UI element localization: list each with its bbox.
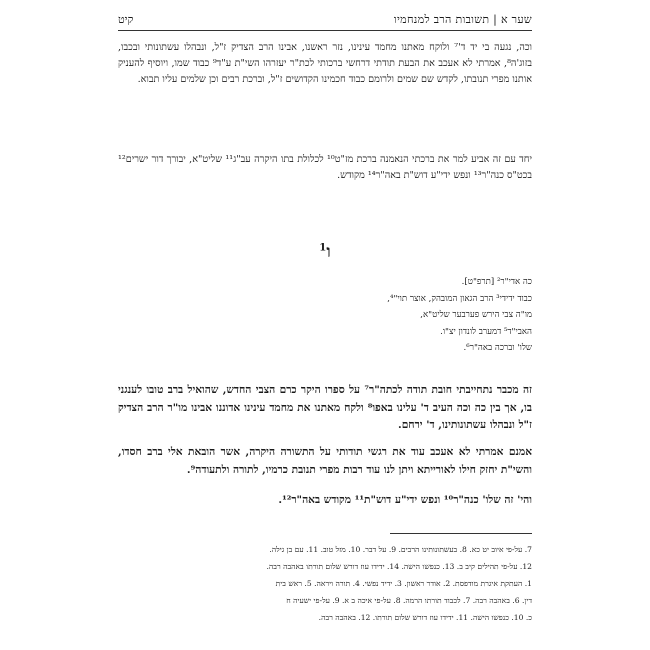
letter-address-block — [298, 274, 532, 357]
paragraph-2 — [118, 152, 532, 184]
address-line: שלו' וברכה באה"ר⁶. — [463, 343, 532, 353]
paragraph-3 — [118, 382, 532, 435]
address-line: האבי"ד⁵ דמערב לונדון יצ"ו. — [440, 326, 532, 337]
paragraph-3-text: זה מכבר נתחייבתי חובת תודה לכתה"ר⁷ על ספרו היקר כרם הצבי החדש, שהואיל ברב טובו לענגני בו, אך בין כה וכה העיב ד' עלינו באפו⁸ ולקח מאתנו את מחמד עינינו אדוננו אבינו מו"ר הרב הצדיק ז"ל ונבהלו עשתונותינו, ד' ירחם. — [118, 384, 532, 431]
section-heading — [118, 242, 532, 262]
address-line: כבוד ידידי³ הרב הגאון המובהק, אוצר תוי"⁴, — [387, 293, 532, 304]
footnote-line: כ. 10. כנפשו הישה. 11. ידידו עוז דורש שלום תורתו. 12. באהבה רבה. — [318, 613, 532, 622]
paragraph-2-text: יחד עם זה אביע למר את ברכתי הנאמנה ברכת מז"ט¹⁰ לכלולת בתו היקרה עב"ג¹¹ שליט"א, יבורך דור ישרים¹² בכט"ס כנה"ר¹³ ונפש ידי"ע דוש"ת באה"ר¹⁴ מקודש. — [118, 154, 532, 181]
footnotes — [118, 541, 532, 626]
address-line: כה אדי"ר² [תרפ"ט]. — [461, 277, 532, 287]
footnote-line: 7. על-פי איוב יט כא. 8. בעשתונותינו הרבים. 9. על דבר. 10. מזל טוב. 11. עם בן גילה. — [269, 545, 532, 554]
footnote-line: 1. העתקת איגרת מודפסת. 2. אודר ראשון. 3. ידיד נפשי. 4. תורה ויראה. 5. ראש בית — [275, 579, 532, 588]
paragraph-5 — [118, 492, 532, 510]
paragraph-5-text: והי' זה שלו' כנה"ר¹⁰ ונפש ידי"ע דוש"ת¹¹ מקודש באה"ר¹². — [278, 494, 532, 506]
running-header — [118, 8, 532, 31]
footnote-line: דין. 6. באהבה רבה. 7. לכבוד תורתו הרמה. 8. על-פי איכה ב א. 9. על-פי ישעיה ח — [286, 596, 532, 605]
paragraph-4-text: אמנם אמרתי לא אעכב עוד את רגשי תודותי על התשורה היקרה, אשר הובאת אלי ברב חסדו, והשי"ת יחזק חילו לאורייתא ויתן לנו עוד רבות מפרי תנובת כרמיו, לתורה ולתעודה⁹. — [118, 446, 532, 476]
paragraph-1 — [118, 40, 532, 88]
footnote-line: 12. על-פי תהילים קיב ב. 13. כנפשו הישה. 14. ידידו עוז דורש שלום תורתו באהבה רבה. — [266, 562, 532, 571]
address-line: מו"ה צבי הירש פערבער שליט"א, — [420, 310, 532, 320]
paragraph-1-text: וכה, נגעה בי יד ד'⁷ ולוקח מאתנו מחמד עינינו, נזר ראשנו, אבינו הרב הצדיק ז"ל, ונבהלו עשתונותי ובכבו, בזוג'ה⁸, אמרתי לא אעכב את הבעת תודתי דרחשי ברכותי לכת"ר יעזרהו השי"ת ע"ד⁹ כבוד שמו, ויוסיף להעניק אותנו מפרי תנובתו, לקדש שם שמים ולרומם כבוד חכמינו הקדושים ז"ל, וברכת רבים וכן שלמים עליו תבוא. — [118, 42, 532, 85]
page-number: קיט — [118, 12, 134, 26]
section-letter-footnote-ref: 1 — [319, 241, 327, 254]
paragraph-4 — [118, 444, 532, 479]
header-title: שער א | תשובות הרב למנחמיו — [393, 12, 532, 26]
section-letter: ו — [326, 242, 331, 262]
footnote-divider — [390, 533, 532, 534]
